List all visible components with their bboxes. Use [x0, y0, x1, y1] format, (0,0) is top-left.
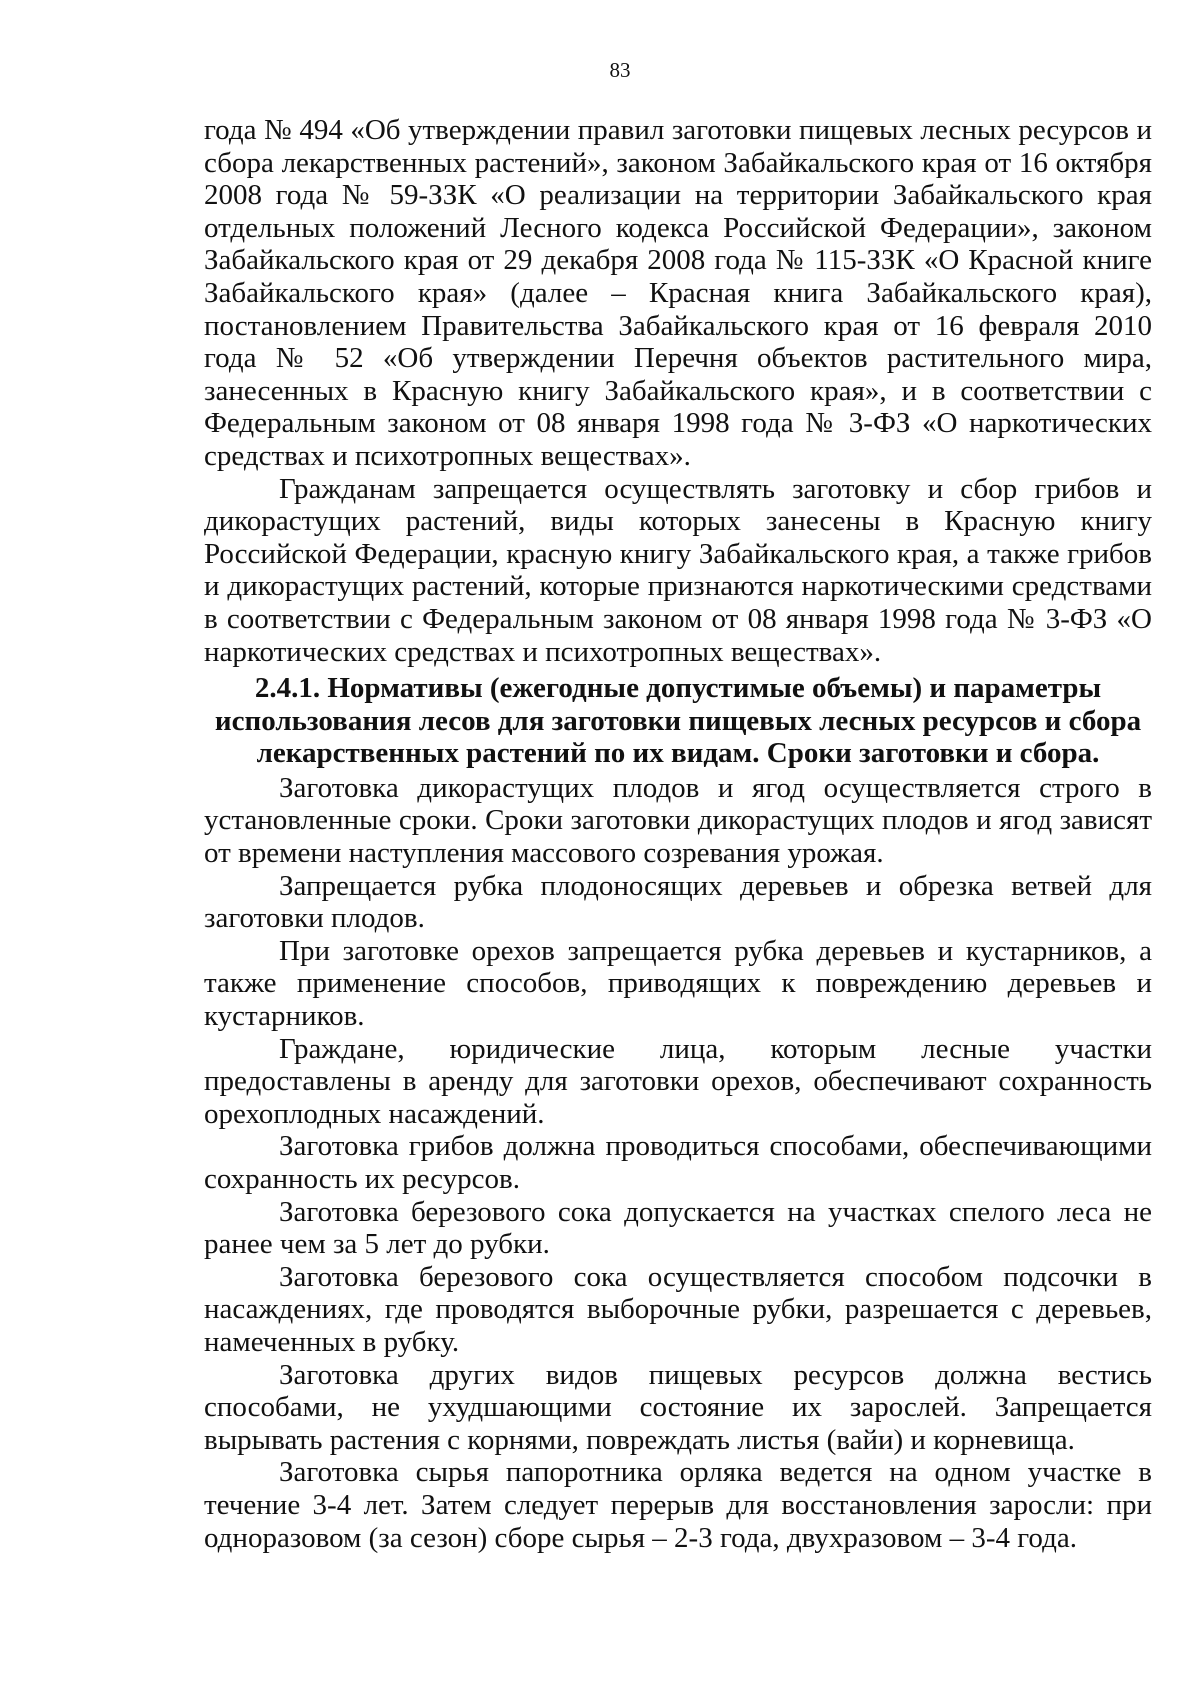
paragraph-birch-sap-method: Заготовка березового сока осуществляется способом подсочки в насаждениях, где проводятся выборочные рубки, разрешается с деревьев, намеченных в рубку.	[204, 1260, 1152, 1358]
page-number: 83	[609, 58, 631, 82]
paragraph-mushrooms: Заготовка грибов должна проводиться способами, обеспечивающими сохранность их ресурсов.	[204, 1130, 1152, 1195]
paragraph-nuts: При заготовке орехов запрещается рубка деревьев и кустарников, а также применение способов, приводящих к повреждению деревьев и кустарников.	[204, 934, 1152, 1033]
document-body	[204, 114, 1152, 1554]
paragraph-nut-plantations: Граждане, юридические лица, которым лесные участки предоставлены в аренду для заготовки орехов, обеспечивают сохранность орехоплодных насаждений.	[204, 1032, 1152, 1130]
paragraph-other-resources: Заготовка других видов пищевых ресурсов должна вестись способами, не ухудшающими состояние их зарослей. Запрещается вырывать растения с корнями, повреждать листья (вайи) и корневища.	[204, 1358, 1152, 1456]
paragraph-fruits-berries: Заготовка дикорастущих плодов и ягод осуществляется строго в установленные сроки. Сроки заготовки дикорастущих плодов и ягод зависят от времени наступления массового созревания урожая.	[204, 771, 1152, 870]
paragraph-fruit-trees: Запрещается рубка плодоносящих деревьев и обрезка ветвей для заготовки плодов.	[204, 869, 1152, 935]
paragraph-bracken-fern: Заготовка сырья папоротника орляка ведется на одном участке в течение 3-4 лет. Затем следует перерыв для восстановления заросли: при одноразовом (за сезон) сборе сырья – 2-3 года, двухразовом – 3-4 года.	[204, 1456, 1152, 1554]
paragraph-birch-sap-timing: Заготовка березового сока допускается на участках спелого леса не ранее чем за 5 лет до рубки.	[204, 1195, 1152, 1261]
paragraph-prohibition: Гражданам запрещается осуществлять заготовку и сбор грибов и дикорастущих растений, виды которых занесены в Красную книгу Российской Федерации, красную книгу Забайкальского края, а также грибов и дикорастущих растений, которые признаются наркотическими средствами в соответствии с Федеральным законом от 08 января 1998 года № 3-ФЗ «О наркотических средствах и психотропных веществах».	[204, 472, 1152, 668]
paragraph-continuation: года № 494 «Об утверждении правил заготовки пищевых лесных ресурсов и сбора лекарственных растений», законом Забайкальского края от 16 октября 2008 года № 59-ЗЗК «О реализации на территории Забайкальского края отдельных положений Лесного кодекса Российской Федерации», законом Забайкальского края от 29 декабря 2008 года № 115-ЗЗК «О Красной книге Забайкальского края» (далее – Красная книга Забайкальского края), постановлением Правительства Забайкальского края от 16 февраля 2010 года № 52 «Об утверждении Перечня объектов растительного мира, занесенных в Красную книгу Забайкальского края», и в соответствии с Федеральным законом от 08 января 1998 года № 3-ФЗ «О наркотических средствах и психотропных веществах».	[204, 114, 1152, 472]
section-heading: 2.4.1. Нормативы (ежегодные допустимые объемы) и параметры использования лесов для заготовки пищевых лесных ресурсов и сбора лекарственных растений по их видам. Сроки заготовки и сбора.	[214, 672, 1142, 770]
